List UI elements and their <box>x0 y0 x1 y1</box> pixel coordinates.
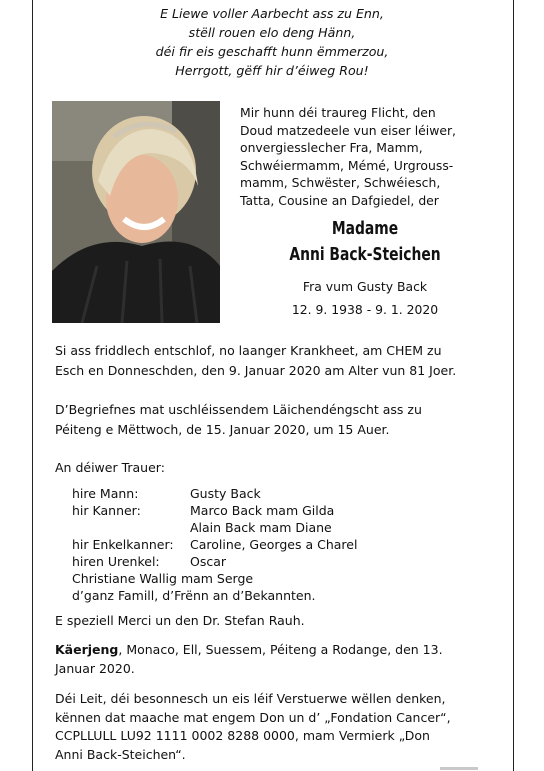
death-line: Si ass friddlech entschlof, no laanger Krankheet, am CHEM zu <box>55 343 442 358</box>
motto-line: Herrgott, gëff hir d’éiweg Rou! <box>175 63 369 78</box>
deceased-subtitle: Fra vum Gusty Back <box>302 279 428 294</box>
funeral-line: D’Begriefnes mat uschléissendem Läichendéngscht ass zu <box>55 402 422 417</box>
mourner-person: Caroline, Georges a Charel <box>190 537 358 552</box>
place-date-line: , Monaco, Ell, Suessem, Péiteng a Rodange, den 13. <box>118 642 443 657</box>
mourner-role: hir Kanner: <box>72 503 141 518</box>
intro-line: Tatta, Cousine an Dafgiedel, der <box>240 192 439 208</box>
mourner-person: Alain Back mam Diane <box>190 520 332 535</box>
intro-line: onvergiesslecher Fra, Mamm, <box>240 140 423 156</box>
death-paragraph <box>55 341 487 380</box>
place-date-paragraph <box>55 640 487 678</box>
mourners-heading: An déiwer Trauer: <box>55 460 165 475</box>
mourner-person: Gusty Back <box>190 486 261 501</box>
mourner-role: hire Mann: <box>72 486 139 501</box>
funeral-line: Péiteng e Mëttwoch, de 15. Januar 2020, um 15 Auer. <box>55 421 390 437</box>
mourner-role: hir Enkelkanner: <box>72 537 174 552</box>
portrait-photo <box>52 101 220 323</box>
donation-line: Déi Leit, déi besonnesch un eis léif Verstuerwe wëllen denken, <box>55 691 446 706</box>
death-line: Esch en Donneschden, den 9. Januar 2020 am Alter vun 81 Joer. <box>55 362 457 378</box>
mourner-person: Marco Back mam Gilda <box>190 503 335 518</box>
scan-edge-mark <box>440 767 478 770</box>
motto-line: stëll rouen elo deng Hänn, <box>188 25 356 40</box>
deceased-name: Anni Back-Steichen <box>289 245 441 265</box>
intro-line: Doud matzedeele vun eiser léiwer, <box>240 122 456 138</box>
other-mourner: d’ganz Famill, d’Frënn an d’Bekannten. <box>72 588 316 603</box>
motto-line: déi fir eis geschafft hunn ëmmerzou, <box>155 44 389 59</box>
other-mourner: Christiane Wallig mam Serge <box>72 571 254 586</box>
funeral-paragraph <box>55 400 487 439</box>
thanks-line: E speziell Merci un den Dr. Stefan Rauh. <box>55 613 305 628</box>
donation-paragraph <box>55 690 487 764</box>
deceased-dates: 12. 9. 1938 - 9. 1. 2020 <box>291 302 439 317</box>
donation-line: kënnen dat maache mat engem Don un d’ „Fondation Cancer“, <box>55 709 451 725</box>
intro-text <box>240 104 490 210</box>
donation-line: Anni Back-Steichen“. <box>55 746 186 762</box>
place-name: Käerjeng <box>55 642 119 657</box>
intro-line: Mir hunn déi traureg Flicht, den <box>240 105 436 120</box>
place-date-line: Januar 2020. <box>55 661 135 676</box>
intro-line: Schwéiermamm, Mémé, Urgrouss- <box>240 157 454 173</box>
deceased-title: Madame <box>331 219 399 239</box>
mourner-role: hiren Urenkel: <box>72 554 160 569</box>
mourner-person: Oscar <box>190 554 227 569</box>
donation-line: CCPLLULL LU92 1111 0002 8288 0000, mam Vermierk „Don <box>55 728 430 743</box>
motto-line: E Liewe voller Aarbecht ass zu Enn, <box>160 6 384 21</box>
intro-line: mamm, Schwëster, Schwéiesch, <box>240 175 441 191</box>
